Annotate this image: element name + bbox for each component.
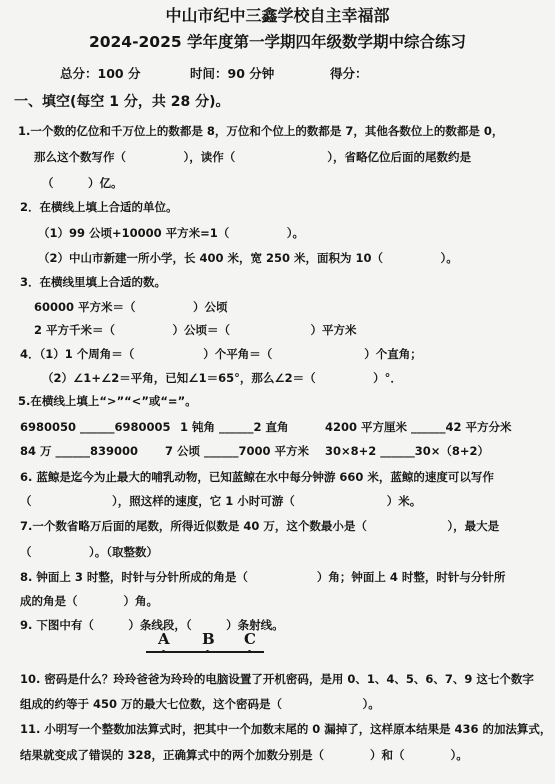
point-c xyxy=(248,650,251,653)
point-label-a: A xyxy=(158,630,170,648)
q2-part2: （2）中山市新建一所小学，长 400 米，宽 250 米，面积为 10（ ）。 xyxy=(38,251,458,265)
q7-line2: （ ）。（取整数） xyxy=(20,545,158,559)
time-label: 时间：90 分钟 xyxy=(190,66,275,81)
point-label-b: B xyxy=(202,630,215,648)
school-title: 中山市纪中三鑫学校自主幸福部 xyxy=(165,6,390,25)
q1-line2: 那么这个数写作（ ），读作（ ），省略亿位后面的尾数约是 xyxy=(34,150,471,164)
q9-text: 9. 下图中有（ ）条线段，（ ）条射线。 xyxy=(20,618,284,632)
q4-part2: （2）∠1+∠2＝平角，已知∠1＝65°，那么∠2＝（ ）°． xyxy=(42,371,402,385)
q5-compare-6: 30×8+2 ______30×（8+2） xyxy=(325,444,490,458)
q5-compare-4: 84 万 ______839000 xyxy=(20,444,139,458)
point-b xyxy=(206,650,209,653)
total-score-label: 总分：100 分 xyxy=(60,66,141,81)
q5-compare-2: 1 钝角 ______2 直角 xyxy=(180,420,289,434)
score-label: 得分： xyxy=(330,66,368,81)
q10-line1: 10. 密码是什么？玲玲爸爸为玲玲的电脑设置了开机密码，是用 0、1、4、5、6、7、9 这七个数字 xyxy=(20,672,534,686)
q3-stem: 3．在横线里填上合适的数。 xyxy=(20,275,167,289)
point-a xyxy=(162,650,165,653)
q2-stem: 2．在横线上填上合适的单位。 xyxy=(20,200,178,214)
q6-line2: （ ），照这样的速度，它 1 小时可游（ ）米。 xyxy=(20,494,422,508)
q10-line2: 组成的约等于 450 万的最大七位数，这个密码是（ ）。 xyxy=(20,697,380,711)
q1-line1: 1.一个数的亿位和千万位上的数都是 8，万位和个位上的数都是 7，其他各数位上的数都是 0， xyxy=(18,124,504,138)
q6-line1: 6. 蓝鲸是迄今为止最大的哺乳动物，已知蓝鲸在水中每分钟游 660 米，蓝鲸的速度可以写作 xyxy=(20,470,494,484)
q11-line2: 结果就变成了错误的 328，正确算式中的两个加数分别是（ ）和（ ）。 xyxy=(20,748,468,762)
q8-line1: 8. 钟面上 3 时整，时针与分针所成的角是（ ）角；钟面上 4 时整，时针与分针所 xyxy=(20,570,506,584)
q8-line2: 成的角是（ ）角。 xyxy=(20,594,158,608)
q4-part1: 4．（1）1 个周角＝（ ）个平角＝（ ）个直角； xyxy=(20,347,422,361)
q5-compare-1: 6980050 ______6980005 xyxy=(20,420,171,434)
exam-title: 2024-2025 学年度第一学期四年级数学期中综合练习 xyxy=(88,33,467,51)
q3-part2: 2 平方千米＝（ ）公顷＝（ ）平方米 xyxy=(34,323,357,337)
q5-compare-5: 7 公顷 ______7000 平方米 xyxy=(165,444,310,458)
section-heading: 一、填空(每空 1 分，共 28 分)。 xyxy=(14,94,230,110)
q7-line1: 7.一个数省略万后面的尾数，所得近似数是 40 万，这个数最小是（ ），最大是 xyxy=(20,519,500,533)
q3-part1: 60000 平方米＝（ ）公顷 xyxy=(34,300,228,314)
q1-line3: （ ）亿。 xyxy=(42,176,123,190)
point-label-c: C xyxy=(244,630,256,648)
q11-line1: 11. 小明写一个整数加法算式时，把其中一个加数末尾的 0 漏掉了，这样原本结果是 436 的加法算式， xyxy=(20,722,552,736)
q5-stem: 5.在横线上填上“>”“<”或“=”。 xyxy=(18,394,197,408)
q2-part1: （1）99 公顷+10000 平方米=1（ ）。 xyxy=(38,226,305,240)
q5-compare-3: 4200 平方厘米 ______42 平方分米 xyxy=(325,420,512,434)
